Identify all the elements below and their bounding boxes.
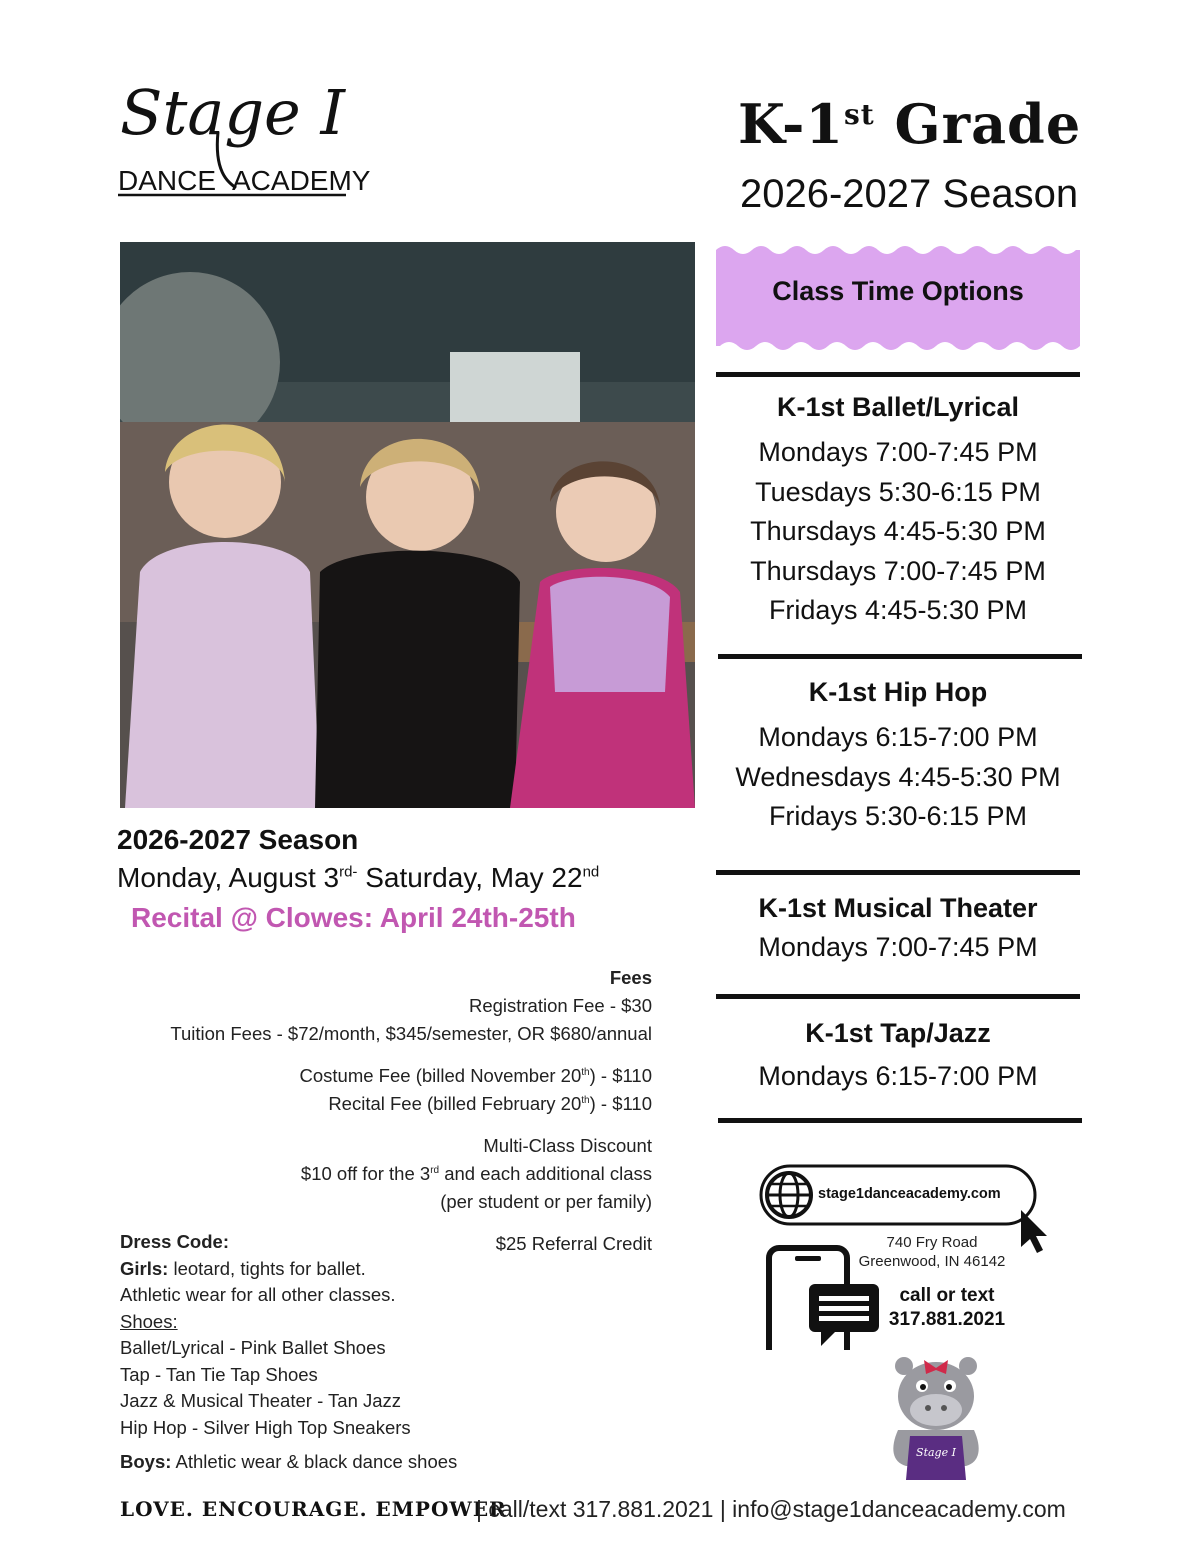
logo-dance-text: DANCE [118,165,217,196]
shoe-item: Jazz & Musical Theater - Tan Jazz [120,1390,402,1411]
season-heading: 2026-2027 Season [740,172,1079,216]
class-time: Fridays 4:45-5:30 PM [768,595,1028,625]
divider-rule [716,372,1080,377]
girls-dress-code: Girls: leotard, tights for ballet. [120,1257,366,1279]
shoe-item: Ballet/Lyrical - Pink Ballet Shoes [120,1337,386,1358]
recital-fee: Recital Fee (billed February 20th) - $110 [328,1093,652,1114]
grade-title: K-1st Grade [738,92,1082,156]
phone-number[interactable]: 317.881.2021 [888,1309,1006,1330]
class-title: K-1st Hip Hop [808,677,988,707]
fees-section [170,964,652,1258]
call-or-text-label: call or text [899,1285,995,1306]
class-tap-jazz [716,1018,1080,1092]
costume-fee: Costume Fee (billed November 20th) - $110 [299,1065,652,1086]
divider-rule [716,870,1080,875]
address-line-2: Greenwood, IN 46142 [858,1253,1006,1270]
dress-code-heading: Dress Code: [120,1231,229,1252]
class-title: K-1st Musical Theater [758,893,1038,923]
footer-contact: | call/text 317.881.2021 | info@stage1danceacademy.com [476,1496,1066,1522]
discount-heading: Multi-Class Discount [483,1135,652,1156]
tuition-fees: Tuition Fees - $72/month, $345/semester, OR $680/annual [170,1023,652,1044]
stage1-logo [118,62,388,202]
class-musical-theater [716,893,1080,963]
shoe-item: Hip Hop - Silver High Top Sneakers [120,1416,411,1438]
discount-note: (per student or per family) [440,1191,652,1212]
discount-detail: $10 off for the 3rd and each additional class [300,1163,652,1184]
fees-heading: Fees [609,967,652,988]
globe-icon [767,1173,811,1217]
class-time: Mondays 7:00-7:45 PM [758,437,1038,467]
divider-rule [716,994,1080,999]
class-time: Mondays 6:15-7:00 PM [758,722,1038,752]
class-hip-hop [716,677,1080,837]
referral-credit: $25 Referral Credit [495,1233,652,1254]
class-title: K-1st Tap/Jazz [805,1018,991,1048]
class-title: K-1st Ballet/Lyrical [776,392,1020,422]
shoes-heading: Shoes: [120,1310,178,1332]
logo-academy-text: ACADEMY [232,165,371,196]
shoe-item: Tap - Tan Tie Tap Shoes [120,1363,318,1385]
class-ballet-lyrical [716,392,1080,631]
hippo-mascot [880,1352,992,1480]
class-time: Wednesdays 4:45-5:30 PM [735,761,1061,792]
address-line-1: 740 Fry Road [886,1234,978,1251]
season-info-title: 2026-2027 Season [117,824,359,855]
class-time: Thursdays 4:45-5:30 PM [750,516,1046,546]
dancers-photo [120,242,695,808]
class-time-options-label: Class Time Options [772,276,1024,306]
athletic-wear-note: Athletic wear for all other classes. [120,1284,396,1305]
dress-code-section [120,1229,457,1476]
boys-dress-code: Boys: Athletic wear & black dance shoes [120,1451,458,1472]
class-time: Thursdays 7:00-7:45 PM [750,555,1046,586]
class-time: Fridays 5:30-6:15 PM [768,801,1028,831]
cursor-icon [1021,1210,1047,1253]
registration-fee: Registration Fee - $30 [468,995,652,1016]
class-time: Mondays 7:00-7:45 PM [758,932,1038,962]
recital-dates: Recital @ Clowes: April 24th-25th [131,902,576,933]
motto: LOVE. ENCOURAGE. EMPOWER [120,1497,507,1521]
website-link[interactable]: stage1danceacademy.com [818,1186,1001,1202]
mascot-badge-text: Stage I [916,1446,956,1459]
class-time: Mondays 6:15-7:00 PM [758,1061,1038,1091]
season-dates: Monday, August $3^{rd-}$ Saturday, May 22nd [117,862,600,893]
logo-script-text: Stage I [120,76,345,149]
class-time: Tuesdays 5:30-6:15 PM [755,476,1041,507]
divider-rule [718,1118,1082,1123]
divider-rule [718,654,1082,659]
